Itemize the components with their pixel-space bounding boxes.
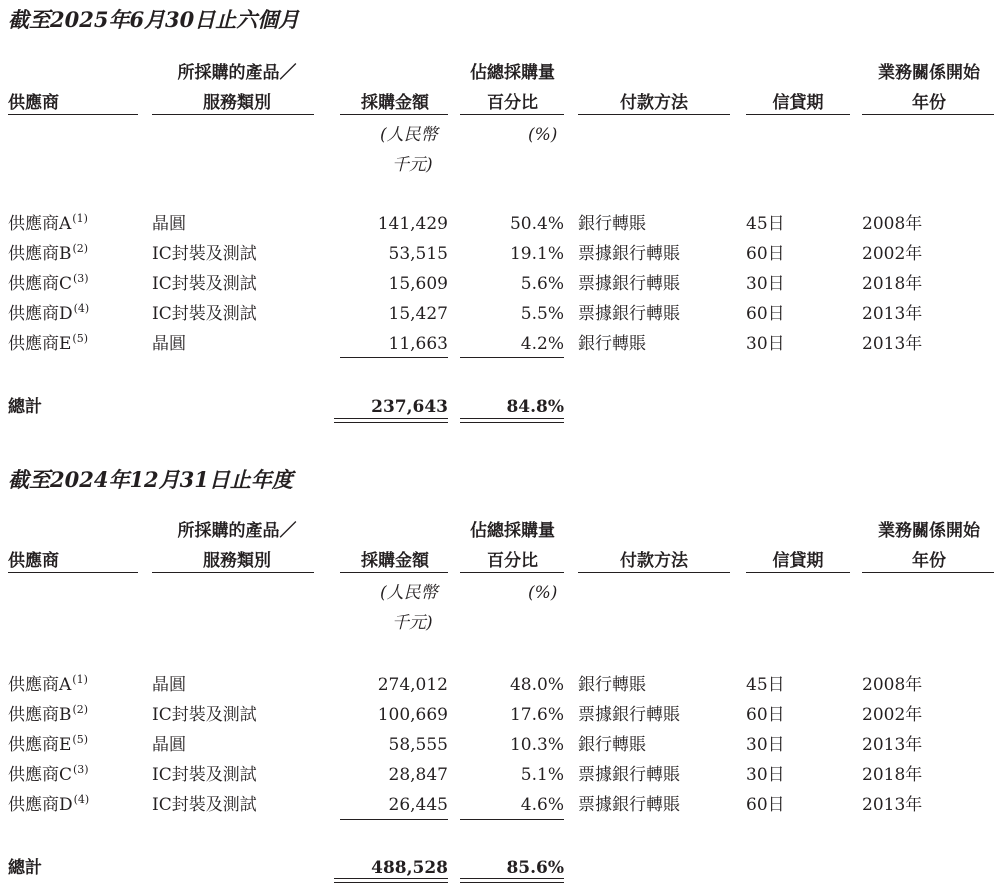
payment-cell: 銀行轉賬 — [578, 675, 646, 695]
header-underline — [460, 114, 564, 115]
footnote-ref: (4) — [73, 302, 90, 315]
table-row — [0, 329, 1000, 359]
header-credit: 信貸期 — [772, 551, 824, 571]
amount-unit-line2: 千元) — [392, 155, 433, 175]
payment-cell: 票據銀行轉賬 — [578, 795, 680, 815]
since-cell: 2013年 — [862, 735, 923, 755]
header-underline — [340, 114, 448, 115]
payment-cell: 銀行轉賬 — [578, 334, 646, 354]
amount-cell: 15,427 — [388, 304, 448, 324]
header-since-line1: 業務關係開始 — [878, 521, 980, 541]
share-cell: 5.1% — [520, 765, 564, 785]
supplier-cell — [8, 239, 88, 271]
since-cell: 2002年 — [862, 244, 923, 264]
payment-cell: 票據銀行轉賬 — [578, 304, 680, 324]
header-share-line2: 百分比 — [487, 93, 538, 113]
total-label: 總計 — [8, 858, 42, 878]
supplier-name: 供應商B — [8, 705, 72, 725]
amount-cell: 58,555 — [388, 735, 448, 755]
header-supplier: 供應商 — [8, 551, 59, 571]
supplier-cell — [8, 670, 88, 702]
credit-cell: 30日 — [746, 334, 785, 354]
share-cell: 10.3% — [509, 735, 564, 755]
header-underline — [862, 114, 994, 115]
supplier-cell — [8, 790, 89, 822]
header-payment: 付款方法 — [620, 551, 688, 571]
credit-cell: 60日 — [746, 244, 785, 264]
footnote-ref: (3) — [73, 763, 89, 776]
amount-cell: 274,012 — [377, 675, 448, 695]
share-cell: 5.5% — [520, 304, 564, 324]
supplier-name: 供應商E — [8, 735, 72, 755]
payment-cell: 票據銀行轉賬 — [578, 765, 680, 785]
header-underline — [8, 572, 138, 573]
amount-cell: 53,515 — [388, 244, 448, 264]
header-underline — [152, 114, 314, 115]
table-row — [0, 269, 1000, 299]
product-cell: IC封裝及測試 — [152, 795, 257, 815]
table-row — [0, 700, 1000, 730]
amount-cell: 28,847 — [388, 765, 448, 785]
share-cell: 4.6% — [520, 795, 564, 815]
product-cell: IC封裝及測試 — [152, 244, 257, 264]
payment-cell: 銀行轉賬 — [578, 214, 646, 234]
header-underline — [578, 114, 730, 115]
since-cell: 2008年 — [862, 214, 923, 234]
footnote-ref: (5) — [72, 332, 89, 345]
amount-cell: 141,429 — [377, 214, 448, 234]
section-title: 截至2025年6月30日止六個月 — [8, 7, 300, 32]
table-row — [0, 209, 1000, 239]
product-cell: IC封裝及測試 — [152, 705, 257, 725]
total-label: 總計 — [8, 397, 42, 417]
payment-cell: 票據銀行轉賬 — [578, 705, 680, 725]
supplier-name: 供應商C — [8, 765, 73, 785]
product-cell: 晶圓 — [152, 334, 186, 354]
supplier-name: 供應商D — [8, 795, 73, 815]
header-underline — [578, 572, 730, 573]
footnote-ref: (1) — [72, 212, 88, 225]
header-product-line1: 所採購的產品／ — [177, 521, 297, 541]
footnote-ref: (2) — [72, 703, 89, 716]
table-row — [0, 790, 1000, 820]
header-amount: 採購金額 — [361, 551, 429, 571]
subtotal-rule — [460, 357, 564, 358]
total-share: 85.6% — [506, 858, 564, 878]
since-cell: 2013年 — [862, 334, 923, 354]
credit-cell: 30日 — [746, 765, 785, 785]
footnote-ref: (4) — [73, 793, 90, 806]
amount-unit-line1: (人民幣 — [380, 125, 438, 145]
supplier-cell — [8, 269, 89, 301]
footnote-ref: (2) — [72, 242, 89, 255]
header-amount: 採購金額 — [361, 93, 429, 113]
credit-cell: 45日 — [746, 214, 785, 234]
table-row — [0, 299, 1000, 329]
total-double-rule — [460, 878, 564, 883]
since-cell: 2018年 — [862, 274, 923, 294]
credit-cell: 60日 — [746, 795, 785, 815]
share-cell: 4.2% — [520, 334, 564, 354]
product-cell: 晶圓 — [152, 214, 186, 234]
header-product-line2: 服務類別 — [203, 551, 271, 571]
product-cell: 晶圓 — [152, 735, 186, 755]
supplier-cell — [8, 299, 89, 331]
footnote-ref: (3) — [73, 272, 89, 285]
share-cell: 19.1% — [509, 244, 564, 264]
total-share: 84.8% — [506, 397, 564, 417]
section-title: 截至2024年12月31日止年度 — [8, 467, 293, 492]
header-since-line2: 年份 — [912, 93, 946, 113]
credit-cell: 60日 — [746, 705, 785, 725]
header-share-line1: 佔總採購量 — [470, 521, 555, 541]
credit-cell: 30日 — [746, 274, 785, 294]
header-underline — [152, 572, 314, 573]
table-row — [0, 239, 1000, 269]
header-since-line2: 年份 — [912, 551, 946, 571]
supplier-cell — [8, 700, 88, 732]
total-amount: 237,643 — [371, 397, 448, 417]
amount-cell: 26,445 — [388, 795, 448, 815]
subtotal-rule — [460, 819, 564, 820]
payment-cell: 票據銀行轉賬 — [578, 274, 680, 294]
header-product-line2: 服務類別 — [203, 93, 271, 113]
share-cell: 50.4% — [509, 214, 564, 234]
header-underline — [746, 572, 850, 573]
footnote-ref: (5) — [72, 733, 89, 746]
table-row — [0, 670, 1000, 700]
supplier-cell — [8, 209, 88, 241]
table-row — [0, 730, 1000, 760]
supplier-name: 供應商A — [8, 675, 72, 695]
since-cell: 2008年 — [862, 675, 923, 695]
supplier-name: 供應商A — [8, 214, 72, 234]
header-underline — [460, 572, 564, 573]
product-cell: IC封裝及測試 — [152, 765, 257, 785]
header-supplier: 供應商 — [8, 93, 59, 113]
amount-cell: 11,663 — [388, 334, 448, 354]
supplier-cell — [8, 730, 88, 762]
supplier-cell — [8, 329, 88, 361]
header-share-line1: 佔總採購量 — [470, 63, 555, 83]
total-double-rule — [334, 878, 448, 883]
supplier-name: 供應商D — [8, 304, 73, 324]
payment-cell: 票據銀行轉賬 — [578, 244, 680, 264]
subtotal-rule — [340, 357, 448, 358]
header-credit: 信貸期 — [772, 93, 824, 113]
header-payment: 付款方法 — [620, 93, 688, 113]
share-cell: 48.0% — [509, 675, 564, 695]
supplier-name: 供應商B — [8, 244, 72, 264]
header-share-line2: 百分比 — [487, 551, 538, 571]
subtotal-rule — [340, 819, 448, 820]
product-cell: IC封裝及測試 — [152, 274, 257, 294]
header-since-line1: 業務關係開始 — [878, 63, 980, 83]
supplier-cell — [8, 760, 89, 792]
since-cell: 2013年 — [862, 795, 923, 815]
since-cell: 2013年 — [862, 304, 923, 324]
share-unit: (%) — [528, 125, 558, 145]
table-row — [0, 760, 1000, 790]
footnote-ref: (1) — [72, 673, 88, 686]
since-cell: 2002年 — [862, 705, 923, 725]
header-product-line1: 所採購的產品／ — [177, 63, 297, 83]
share-unit: (%) — [528, 583, 558, 603]
total-double-rule — [334, 418, 448, 423]
amount-unit-line2: 千元) — [392, 613, 433, 633]
product-cell: 晶圓 — [152, 675, 186, 695]
total-amount: 488,528 — [371, 858, 448, 878]
credit-cell: 45日 — [746, 675, 785, 695]
share-cell: 5.6% — [520, 274, 564, 294]
header-underline — [340, 572, 448, 573]
supplier-name: 供應商C — [8, 274, 73, 294]
amount-unit-line1: (人民幣 — [380, 583, 438, 603]
amount-cell: 15,609 — [388, 274, 448, 294]
header-underline — [862, 572, 994, 573]
header-underline — [8, 114, 138, 115]
share-cell: 17.6% — [509, 705, 564, 725]
product-cell: IC封裝及測試 — [152, 304, 257, 324]
since-cell: 2018年 — [862, 765, 923, 785]
payment-cell: 銀行轉賬 — [578, 735, 646, 755]
credit-cell: 30日 — [746, 735, 785, 755]
amount-cell: 100,669 — [377, 705, 448, 725]
supplier-name: 供應商E — [8, 334, 72, 354]
header-underline — [746, 114, 850, 115]
credit-cell: 60日 — [746, 304, 785, 324]
total-double-rule — [460, 418, 564, 423]
